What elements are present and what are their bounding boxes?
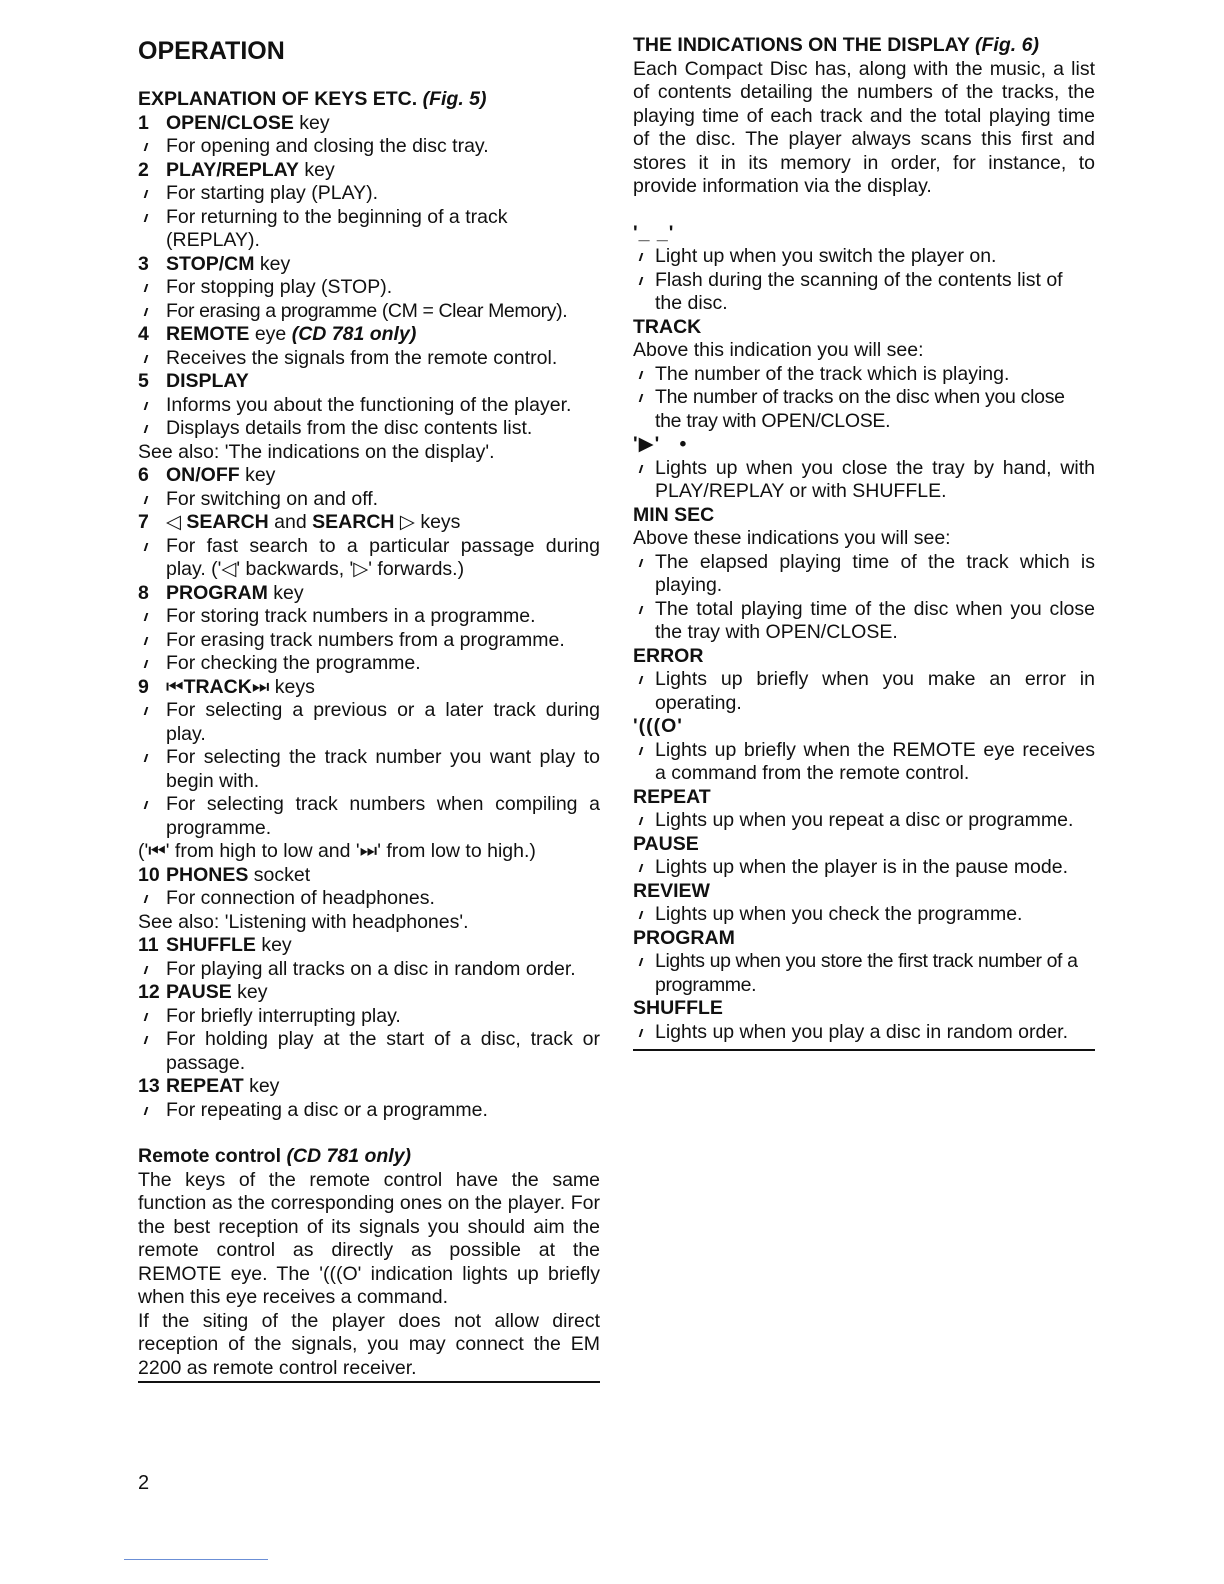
key-5-bullet-2: Displays details from the disc contents list. <box>138 417 600 441</box>
key-2-bullet-1: For starting play (PLAY). <box>138 182 600 206</box>
key-1: 1 OPEN/CLOSE key <box>138 111 330 134</box>
key-8: 8 PROGRAM key <box>138 581 304 604</box>
key-8-bullet-3: For checking the programme. <box>138 652 600 676</box>
remote-symbol: '(((O' <box>633 715 683 737</box>
key-4-bullet-1: Receives the signals from the remote control. <box>138 347 600 371</box>
pause-bullet-1: Lights up when the player is in the pause mode. <box>633 856 1095 880</box>
remote-bullet-1: Lights up briefly when the REMOTE eye receives a command from the remote control. <box>633 739 1095 786</box>
key-5-bullet-1: Informs you about the functioning of the player. <box>138 394 600 418</box>
search-forward-icon: ▷ keys <box>394 511 461 533</box>
key-10-see-also: See also: 'Listening with headphones'. <box>138 910 469 933</box>
key-2: 2 PLAY/REPLAY key <box>138 158 335 181</box>
right-column <box>633 34 1095 1044</box>
search-back-icon: ◁ <box>166 511 187 533</box>
track-bullet-1: The number of the track which is playing. <box>633 363 1095 387</box>
key-3-bullet-1: For stopping play (STOP). <box>138 276 600 300</box>
display-intro: Each Compact Disc has, along with the music, a list of contents detailing the numbers of the tracks, the playing time of each track and the total playing time of the disc. The player always scans this first and stores it in its memory in order, for instance, to provide information via the display. <box>633 57 1095 197</box>
track-next-icon: ⏭ keys <box>251 675 315 698</box>
remote-paragraph-2: If the siting of the player does not allow direct reception of the signals, you may connect the EM 2200 as remote control receiver. <box>138 1309 600 1379</box>
key-10-bullet-1: For connection of headphones. <box>138 887 600 911</box>
key-9: 9 ⏮TRACK⏭ keys <box>138 675 315 698</box>
play-symbol: '▶' • <box>633 433 688 455</box>
minsec-label: MIN SEC <box>633 503 715 526</box>
program-label: PROGRAM <box>633 926 735 949</box>
page-number: 2 <box>138 1472 150 1494</box>
repeat-label: REPEAT <box>633 785 711 808</box>
key-6-bullet-1: For switching on and off. <box>138 488 600 512</box>
key-1-bullet-1: For opening and closing the disc tray. <box>138 135 600 159</box>
key-7-bullet-1: For fast search to a particular passage during play. ('◁' backwards, '▷' forwards.) <box>138 535 600 582</box>
key-2-bullet-2: For returning to the beginning of a track (REPLAY). <box>138 206 600 253</box>
program-bullet-1: Lights up when you store the first track number of a programme. <box>633 950 1095 997</box>
key-5: 5 DISPLAY <box>138 370 249 392</box>
track-intro: Above this indication you will see: <box>633 339 924 361</box>
shuffle-label: SHUFFLE <box>633 997 723 1019</box>
key-8-bullet-2: For erasing track numbers from a programme. <box>138 629 600 653</box>
key-3: 3 STOP/CM key <box>138 252 291 275</box>
key-5-see-also: See also: 'The indications on the display'. <box>138 440 495 463</box>
track-bullet-2: The number of tracks on the disc when you close the tray with OPEN/CLOSE. <box>633 386 1095 433</box>
minsec-intro: Above these indications you will see: <box>633 527 951 549</box>
remote-section-title: Remote control (CD 781 only) <box>138 1145 412 1167</box>
display-section-title: THE INDICATIONS ON THE DISPLAY (Fig. 6) <box>633 34 1039 56</box>
play-bullet-1: Lights up when you close the tray by hand, with PLAY/REPLAY or with SHUFFLE. <box>633 457 1095 504</box>
right-column-rule <box>633 1049 1095 1051</box>
key-11: 11 SHUFFLE key <box>138 934 292 956</box>
key-8-bullet-1: For storing track numbers in a programme. <box>138 605 600 629</box>
minsec-bullet-1: The elapsed playing time of the track which is playing. <box>633 551 1095 598</box>
key-9-note: ('⏮' from high to low and '⏭' from low to high.) <box>138 840 536 862</box>
review-bullet-1: Lights up when you check the programme. <box>633 903 1095 927</box>
key-3-bullet-2: For erasing a programme (CM = Clear Memory). <box>138 300 600 324</box>
left-column <box>138 34 600 1380</box>
key-6: 6 ON/OFF key <box>138 464 276 486</box>
left-column-rule <box>138 1381 600 1383</box>
keys-section-title: EXPLANATION OF KEYS ETC. (Fig. 5) <box>138 88 487 110</box>
key-9-bullet-1: For selecting a previous or a later track during play. <box>138 699 600 746</box>
pause-label: PAUSE <box>633 832 699 855</box>
remote-paragraph-1: The keys of the remote control have the same function as the corresponding ones on the player. For the best reception of its signals you should aim the remote control as directly as possible at the REMOTE eye. The '(((O' indication lights up briefly when this eye receives a command. <box>138 1168 600 1308</box>
key-13-bullet-1: For repeating a disc or a programme. <box>138 1099 600 1123</box>
key-11-bullet-1: For playing all tracks on a disc in random order. <box>138 958 600 982</box>
dash-symbol: '_ _' <box>633 221 675 244</box>
minsec-bullet-2: The total playing time of the disc when you close the tray with OPEN/CLOSE. <box>633 598 1095 645</box>
repeat-bullet-1: Lights up when you repeat a disc or programme. <box>633 809 1095 833</box>
key-7: 7 ◁ SEARCH and SEARCH ▷ keys <box>138 511 461 533</box>
key-12-bullet-2: For holding play at the start of a disc, track or passage. <box>138 1028 600 1075</box>
page-heading: OPERATION <box>138 37 285 65</box>
key-9-bullet-2: For selecting the track number you want play to begin with. <box>138 746 600 793</box>
key-4: 4 REMOTE eye (CD 781 only) <box>138 323 417 345</box>
track-prev-icon: ⏮ <box>166 675 184 698</box>
shuffle-bullet-1: Lights up when you play a disc in random order. <box>633 1021 1095 1045</box>
track-label: TRACK <box>633 315 702 338</box>
error-bullet-1: Lights up briefly when you make an error in operating. <box>633 668 1095 715</box>
review-label: REVIEW <box>633 879 710 902</box>
key-13: 13 REPEAT key <box>138 1075 280 1097</box>
key-10: 10 PHONES socket <box>138 863 311 886</box>
key-9-bullet-3: For selecting track numbers when compiling a programme. <box>138 793 600 840</box>
key-12-bullet-1: For briefly interrupting play. <box>138 1005 600 1029</box>
footer-line <box>124 1559 268 1560</box>
dash-bullet-1: Light up when you switch the player on. <box>633 245 1095 269</box>
key-12: 12 PAUSE key <box>138 981 268 1003</box>
dash-bullet-2: Flash during the scanning of the contents list of the disc. <box>633 269 1095 316</box>
error-label: ERROR <box>633 644 704 667</box>
